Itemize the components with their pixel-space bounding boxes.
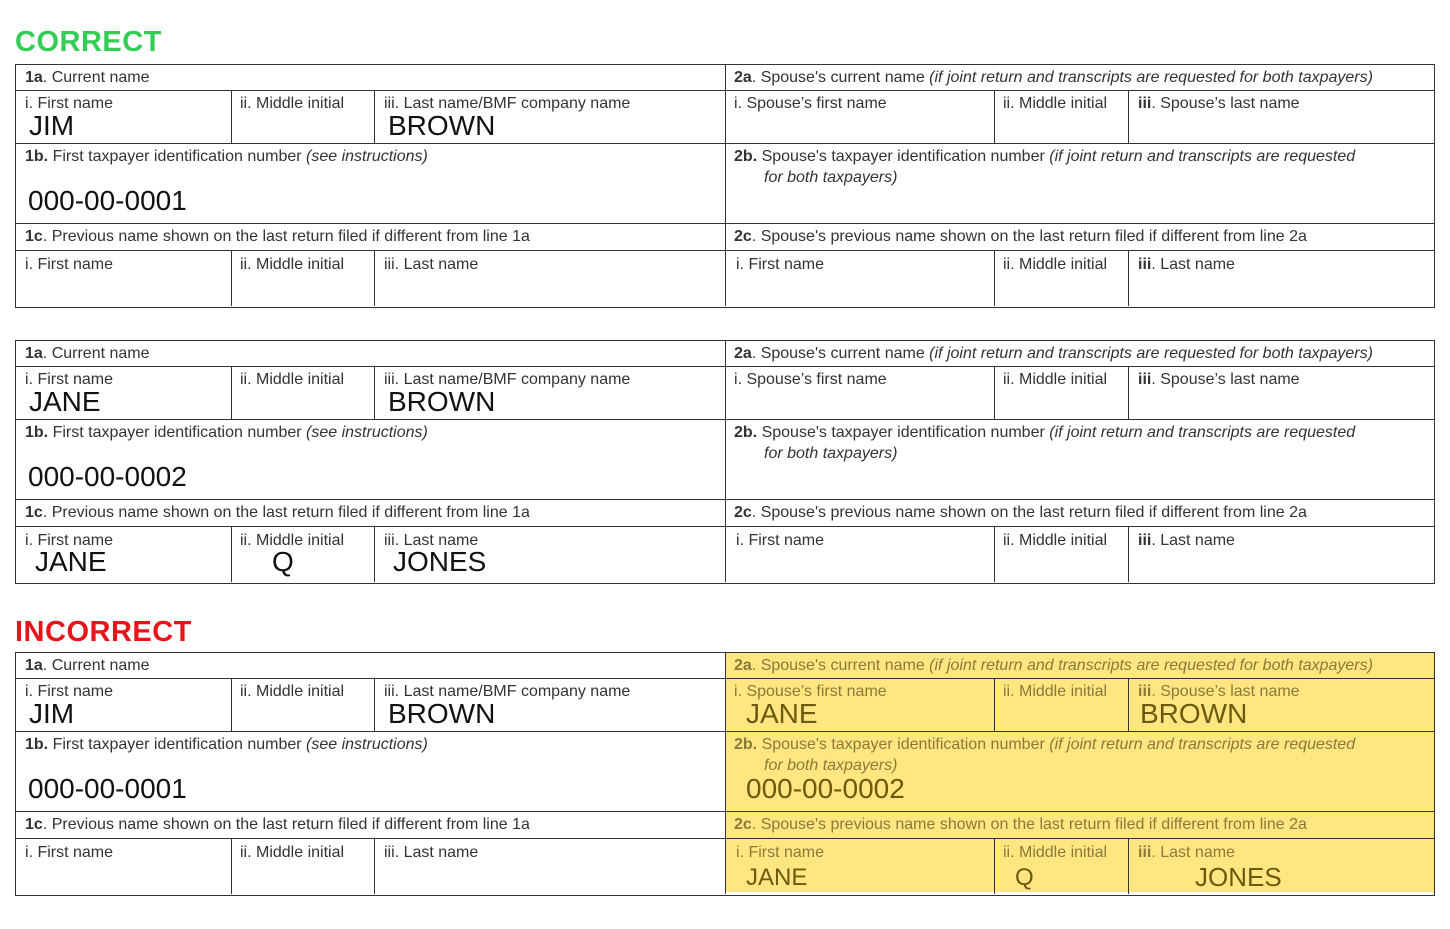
label-spouse-prev-first [736,532,824,550]
label-spouse-middle-part: ii [1003,371,1011,388]
value-first-name: JANE [29,386,101,417]
label-spouse-prev-middle-part: ii [1003,844,1011,861]
rule-vertical [231,678,232,731]
label-prev-last-part: . Last name [394,256,479,273]
label-spouse-prev-first-part: i [736,844,740,861]
label-spouse-last-part: iii [1138,95,1152,112]
label-spouse-prev-first [736,844,824,862]
label-first-name-part: i [25,371,29,388]
label-spouse-first [734,371,887,389]
label-1a-part: . Current name [42,69,150,86]
label-1c [25,504,530,522]
label-1a-part: 1a [25,69,43,86]
label-1a [25,657,150,675]
label-spouse-prev-middle-part: ii [1003,256,1011,273]
label-1a [25,345,150,363]
label-spouse-prev-middle [1003,532,1107,550]
heading-incorrect: INCORRECT [15,616,192,648]
label-spouse-prev-middle-part: . Middle initial [1010,532,1108,549]
label-1b-part: 1b. [25,424,49,441]
label-1b-part: First taxpayer identification number [48,736,307,753]
rule-vertical [725,64,726,306]
label-1b-part: First taxpayer identification number [48,424,307,441]
label-2a-part: 2a [734,345,752,362]
label-2b-part: Spouse's taxpayer identification number [757,148,1050,165]
label-1b-part: (see instructions) [306,424,428,441]
label-prev-middle-part: ii [240,532,248,549]
rule-vertical [374,250,375,306]
label-2c-part: . Spouse's previous name shown on the last return filed if different from line 2a [751,816,1307,833]
label-spouse-prev-first [736,256,824,274]
rule-vertical [994,366,995,419]
label-1b [25,148,428,166]
value-last-name: BROWN [388,698,496,729]
rule-vertical [231,250,232,306]
rule-vertical [1128,250,1129,306]
label-spouse-middle-part: . Middle initial [1010,683,1108,700]
label-spouse-prev-middle-part: ii [1003,532,1011,549]
label-spouse-first-part: i [734,371,738,388]
label-spouse-first-part: . Spouse’s first name [737,371,887,388]
rule-vertical [1128,838,1129,894]
label-spouse-first-part: i [734,683,738,700]
label-last-name-bmf-part: iii [384,95,395,112]
label-2b-cont-part: for both taxpayers) [764,757,898,774]
label-1c-part: 1c [25,228,43,245]
label-2b-part: 2b. [734,736,758,753]
label-spouse-prev-first-part: . First name [739,256,825,273]
label-prev-first-part: . First name [28,844,114,861]
label-middle-initial-part: ii [240,95,248,112]
value-prev-middle: Q [272,546,294,577]
label-last-name-bmf-part: iii [384,683,395,700]
label-spouse-middle [1003,371,1107,389]
value-spouse-prev-last: JONES [1195,862,1282,892]
label-prev-first-part: . First name [28,532,114,549]
form-section-1 [15,64,1435,306]
label-1b-part: (see instructions) [306,148,428,165]
label-spouse-first [734,95,887,113]
label-spouse-prev-last [1138,532,1235,550]
label-1c-part: 1c [25,504,43,521]
label-prev-last [384,844,478,862]
label-1a-part: . Current name [42,345,150,362]
label-prev-first-part: . First name [28,256,114,273]
label-2a-part: (if joint return and transcripts are requested for both taxpayers) [929,69,1373,86]
label-spouse-prev-last-part: . Last name [1151,844,1235,861]
label-last-name-bmf-part: . Last name/BMF company name [394,95,631,112]
label-prev-last [384,256,478,274]
value-first-name: JIM [29,698,75,729]
value-tin: 000-00-0002 [28,461,187,492]
value-tin: 000-00-0001 [28,773,187,804]
label-2c [734,816,1307,834]
label-1c-part: . Previous name shown on the last return filed if different from line 1a [42,504,530,521]
label-1a-part: 1a [25,657,43,674]
label-1a [25,69,150,87]
label-2b-part: (if joint return and transcripts are requested [1049,736,1356,753]
label-spouse-middle-part: ii [1003,95,1011,112]
label-spouse-first-part: i [734,95,738,112]
label-1b-part: 1b. [25,736,49,753]
rule-vertical [231,366,232,419]
value-last-name: BROWN [388,386,496,417]
label-spouse-prev-middle [1003,256,1107,274]
label-middle-initial-part: ii [240,683,248,700]
rule-vertical [231,90,232,143]
rule-vertical [374,90,375,143]
label-2c-part: 2c [734,504,752,521]
label-spouse-middle [1003,95,1107,113]
label-2b-cont-part: for both taxpayers) [764,169,898,186]
rule-vertical [1128,90,1129,143]
value-spouse-prev-middle: Q [1015,864,1034,891]
label-spouse-last-part: . Spouse’s last name [1151,371,1300,388]
label-spouse-prev-last-part: iii [1138,532,1152,549]
label-2b-part: 2b. [734,148,758,165]
label-prev-last-part: . Last name [394,532,479,549]
label-2a-part: . Spouse's current name [751,345,930,362]
label-2b-cont [764,445,897,463]
label-2b [734,736,1355,754]
label-prev-last-part: iii [384,532,395,549]
label-prev-first-part: i [25,256,29,273]
label-prev-middle-part: ii [240,256,248,273]
label-first-name-part: . First name [28,371,114,388]
label-spouse-prev-first-part: i [736,256,740,273]
rule-vertical [1128,678,1129,731]
value-spouse-prev-first: JANE [746,864,808,891]
label-prev-last-part: . Last name [394,844,479,861]
label-1b [25,424,428,442]
label-2c-part: 2c [734,228,752,245]
label-1c [25,816,530,834]
value-prev-last: JONES [393,546,487,577]
rule-vertical [994,526,995,582]
label-spouse-prev-middle [1003,844,1107,862]
label-prev-middle-part: . Middle initial [247,256,345,273]
label-2b-part: (if joint return and transcripts are requested [1049,148,1356,165]
label-middle-initial-part: . Middle initial [247,371,345,388]
label-prev-first [25,256,113,274]
label-2a [734,657,1373,675]
label-spouse-prev-last-part: . Last name [1151,532,1235,549]
label-prev-middle-part: . Middle initial [247,844,345,861]
label-2c-part: . Spouse's previous name shown on the last return filed if different from line 2a [751,228,1307,245]
label-spouse-prev-first-part: i [736,532,740,549]
label-first-name-part: i [25,683,29,700]
label-2b-part: 2b. [734,424,758,441]
label-last-name-bmf-part: . Last name/BMF company name [394,683,631,700]
label-1a-part: . Current name [42,657,150,674]
label-middle-initial [240,683,344,701]
value-spouse-first: JANE [746,698,818,729]
label-2a-part: 2a [734,69,752,86]
label-middle-initial-part: . Middle initial [247,683,345,700]
label-1c-part: . Previous name shown on the last return filed if different from line 1a [42,816,530,833]
label-spouse-prev-last [1138,256,1235,274]
rule-vertical [1128,366,1129,419]
label-1a-part: 1a [25,345,43,362]
value-first-name: JIM [29,110,75,141]
label-last-name-bmf-part: . Last name/BMF company name [394,371,631,388]
label-prev-middle [240,844,344,862]
rule-vertical [374,678,375,731]
value-last-name: BROWN [388,110,496,141]
label-spouse-prev-first-part: . First name [739,844,825,861]
rule-vertical [231,526,232,582]
rule-vertical [374,366,375,419]
label-1c [25,228,530,246]
label-2c [734,504,1307,522]
label-prev-first [25,844,113,862]
label-first-name-part: . First name [28,683,114,700]
label-1c-part: 1c [25,816,43,833]
label-1b-part: 1b. [25,148,49,165]
label-spouse-prev-first-part: . First name [739,532,825,549]
label-spouse-middle [1003,683,1107,701]
label-middle-initial [240,95,344,113]
label-2b-part: Spouse's taxpayer identification number [757,424,1050,441]
value-tin: 000-00-0001 [28,185,187,216]
label-prev-middle [240,256,344,274]
label-prev-last-part: iii [384,256,395,273]
label-spouse-last-part: . Spouse’s last name [1151,95,1300,112]
label-2a-part: . Spouse's current name [751,657,930,674]
rule-vertical [374,838,375,894]
label-2a-part: 2a [734,657,752,674]
label-spouse-last-part: iii [1138,371,1152,388]
rule-vertical [1128,526,1129,582]
form-section-2 [15,340,1435,582]
label-2b-cont-part: for both taxpayers) [764,445,898,462]
label-2a [734,345,1373,363]
label-first-name-part: i [25,95,29,112]
label-spouse-middle-part: . Middle initial [1010,95,1108,112]
label-2a-part: (if joint return and transcripts are requested for both taxpayers) [929,657,1373,674]
label-prev-middle-part: ii [240,844,248,861]
label-1b-part: First taxpayer identification number [48,148,307,165]
rule-vertical [725,652,726,894]
label-2c [734,228,1307,246]
label-spouse-last-part: iii [1138,683,1152,700]
label-2a-part: . Spouse's current name [751,69,930,86]
label-2b-cont [764,169,897,187]
rule-vertical [994,90,995,143]
label-spouse-prev-last [1138,844,1235,862]
value-spouse-last: BROWN [1140,698,1248,729]
label-middle-initial-part: ii [240,371,248,388]
rule-vertical [994,838,995,894]
form-section-3 [15,652,1435,894]
label-2b [734,424,1355,442]
label-prev-middle-part: . Middle initial [247,532,345,549]
label-2a [734,69,1373,87]
label-last-name-bmf-part: iii [384,371,395,388]
heading-correct: CORRECT [15,26,162,58]
label-2c-part: 2c [734,816,752,833]
label-spouse-last [1138,371,1300,389]
value-spouse-tin: 000-00-0002 [746,773,905,804]
rule-vertical [994,678,995,731]
value-prev-first: JANE [35,546,107,577]
label-spouse-first-part: . Spouse’s first name [737,95,887,112]
label-middle-initial-part: . Middle initial [247,95,345,112]
label-spouse-last-part: . Spouse’s last name [1151,683,1300,700]
label-2b-part: Spouse's taxpayer identification number [757,736,1050,753]
rule-vertical [231,838,232,894]
label-spouse-prev-last-part: . Last name [1151,256,1235,273]
label-1b [25,736,428,754]
label-2b [734,148,1355,166]
label-spouse-first-part: . Spouse’s first name [737,683,887,700]
label-middle-initial [240,371,344,389]
label-1b-part: (see instructions) [306,736,428,753]
rule-vertical [994,250,995,306]
label-first-name-part: . First name [28,95,114,112]
label-spouse-middle-part: . Middle initial [1010,371,1108,388]
label-spouse-prev-last-part: iii [1138,256,1152,273]
label-1c-part: . Previous name shown on the last return filed if different from line 1a [42,228,530,245]
rule-vertical [725,340,726,582]
label-spouse-prev-middle-part: . Middle initial [1010,844,1108,861]
label-prev-first-part: i [25,532,29,549]
label-spouse-last [1138,95,1300,113]
rule-vertical [374,526,375,582]
label-2a-part: (if joint return and transcripts are requested for both taxpayers) [929,345,1373,362]
label-spouse-middle-part: ii [1003,683,1011,700]
label-spouse-prev-last-part: iii [1138,844,1152,861]
label-spouse-prev-middle-part: . Middle initial [1010,256,1108,273]
label-prev-last-part: iii [384,844,395,861]
label-2c-part: . Spouse's previous name shown on the last return filed if different from line 2a [751,504,1307,521]
label-prev-first-part: i [25,844,29,861]
label-2b-part: (if joint return and transcripts are requested [1049,424,1356,441]
